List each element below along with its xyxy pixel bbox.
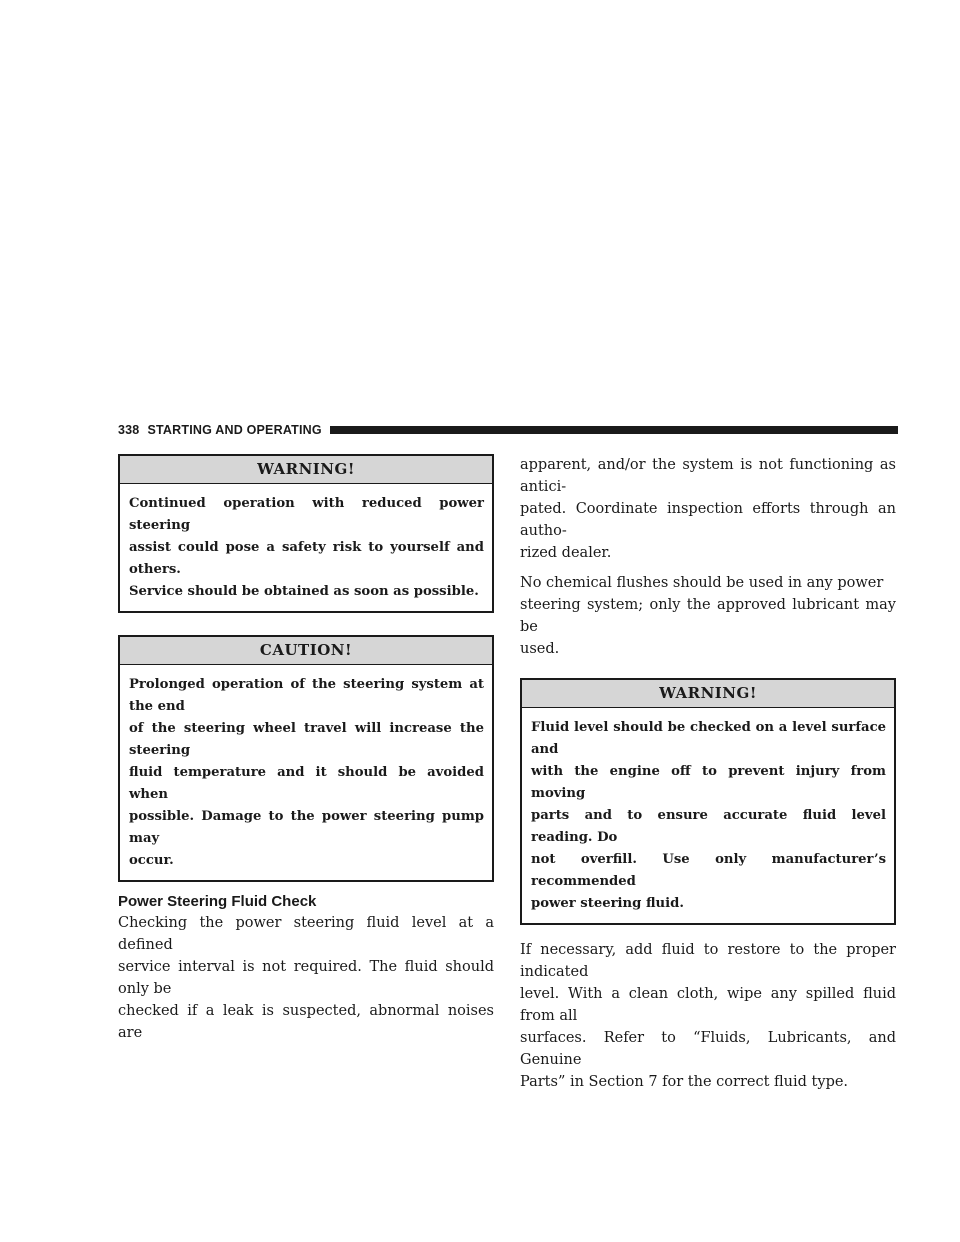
text-line: parts and to ensure accurate fluid level reading. Do	[531, 808, 886, 845]
warning-text	[120, 484, 492, 611]
text-line: with the engine off to prevent injury from moving	[531, 764, 886, 801]
caution-text	[120, 665, 492, 880]
text-line: not overfill. Use only manufacturer’s recommended	[531, 852, 886, 889]
text-line: Continued operation with reduced power steering	[129, 496, 484, 533]
text-line: Fluid level should be checked on a level surface and	[531, 720, 886, 757]
warning-box-fluid-level	[520, 678, 896, 925]
caution-box-steering-travel	[118, 635, 494, 882]
header-rule	[330, 426, 898, 434]
paragraph-add-fluid	[520, 939, 896, 1093]
subheading-fluid-check: Power Steering Fluid Check	[118, 893, 317, 910]
text-line: steering system; only the approved lubricant may be	[520, 597, 896, 635]
paragraph-fluid-check	[118, 912, 494, 1044]
text-line: No chemical flushes should be used in any power	[520, 575, 884, 591]
warning-box-steering-assist	[118, 454, 494, 613]
text-line: surfaces. Refer to “Fluids, Lubricants, and Genuine	[520, 1030, 896, 1068]
section-title: STARTING AND OPERATING	[147, 423, 322, 437]
text-line: assist could pose a safety risk to yourself and others.	[129, 540, 484, 577]
text-line: Prolonged operation of the steering system at the end	[129, 677, 484, 714]
text-line: occur.	[129, 853, 174, 868]
text-line: Parts” in Section 7 for the correct fluid type.	[520, 1074, 849, 1090]
text-line: rized dealer.	[520, 545, 612, 561]
text-line: power steering fluid.	[531, 896, 684, 911]
text-line: If necessary, add fluid to restore to the proper indicated	[520, 942, 896, 980]
right-column	[520, 454, 896, 1093]
text-line: checked if a leak is suspected, abnormal noises are	[118, 1003, 494, 1041]
text-line: pated. Coordinate inspection efforts through an autho-	[520, 501, 896, 539]
warning-text	[522, 708, 894, 923]
text-line: possible. Damage to the power steering pump may	[129, 809, 484, 846]
text-line: Service should be obtained as soon as possible.	[129, 584, 479, 599]
text-line: fluid temperature and it should be avoided when	[129, 765, 484, 802]
paragraph-continued	[520, 454, 896, 564]
text-line: apparent, and/or the system is not functioning as antici-	[520, 457, 896, 495]
page-number: 338	[118, 423, 140, 437]
left-column	[118, 454, 494, 1044]
warning-title: WARNING!	[120, 456, 492, 484]
caution-title: CAUTION!	[120, 637, 492, 665]
text-line: Checking the power steering fluid level at a defined	[118, 915, 494, 953]
text-line: of the steering wheel travel will increase the steering	[129, 721, 484, 758]
text-line: service interval is not required. The fluid should only be	[118, 959, 494, 997]
text-line: used.	[520, 641, 560, 657]
paragraph-chemical-flushes	[520, 572, 896, 660]
warning-title: WARNING!	[522, 680, 894, 708]
text-line: level. With a clean cloth, wipe any spilled fluid from all	[520, 986, 896, 1024]
page-header	[118, 422, 898, 438]
